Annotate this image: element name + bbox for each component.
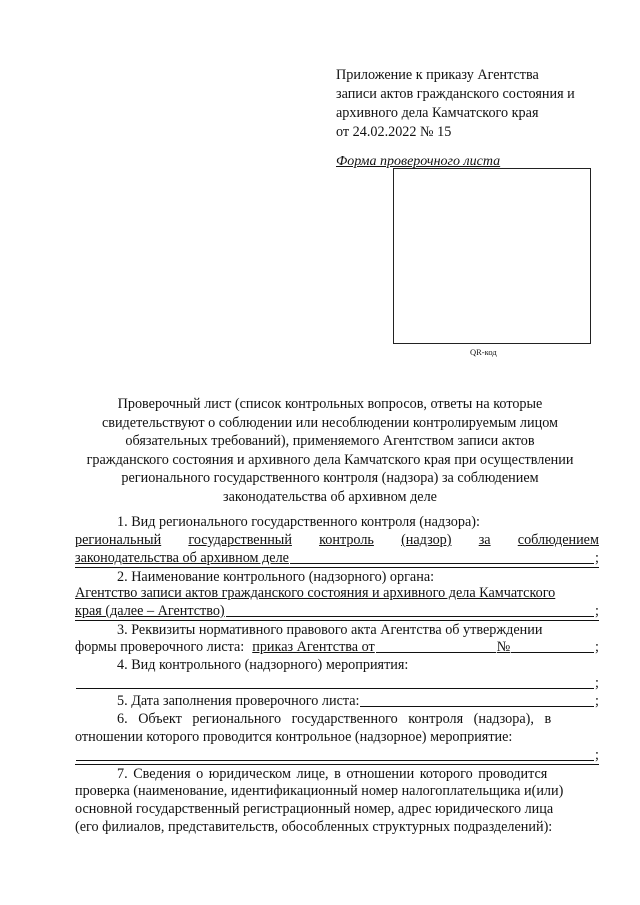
item3-number-sign: №	[496, 639, 511, 655]
item1-word: государственный	[188, 532, 292, 548]
item-end-mark: ;	[595, 693, 599, 709]
item3-value-line	[75, 638, 599, 657]
fill-line	[290, 551, 594, 564]
form-title-text: Форма проверочного листа	[336, 154, 501, 169]
item1-value-line2	[75, 549, 599, 568]
document-title-line: законодательства об архивном деле	[223, 488, 437, 505]
item1-label: 1. Вид регионального государственного контроля (надзора):	[117, 514, 480, 530]
qr-code-label: QR-код	[470, 347, 497, 357]
document-title-line: гражданского состояния и архивного дела Камчатского края при осуществлении	[86, 451, 574, 468]
fill-line	[226, 604, 594, 617]
item1-word: за	[478, 532, 491, 548]
item6-label-text: 6. Объект регионального государственного контроля (надзора), в	[117, 711, 552, 727]
item2-value-line1: Агентство записи актов гражданского состояния и архивного дела Камчатского	[75, 585, 556, 601]
appendix-header-line: Приложение к приказу Агентства	[336, 67, 539, 83]
item7-label-line4: (его филиалов, представительств, обособленных структурных подразделений):	[75, 819, 553, 835]
item5-label: 5. Дата заполнения проверочного листа:	[117, 693, 360, 709]
item2-value-line2	[75, 602, 599, 621]
document-title-line: обязательных требований), применяемого Агентством записи актов	[125, 433, 535, 449]
appendix-header	[336, 66, 575, 142]
item1-word: (надзор)	[401, 532, 452, 548]
item5-line	[75, 692, 599, 711]
appendix-header-line: архивного дела Камчатского края	[336, 105, 539, 121]
item7-label-line2: проверка (наименование, идентификационный номер налогоплательщика и(или)	[75, 783, 564, 799]
item1-word: соблюдением	[517, 532, 599, 548]
item2-value-text: края (далее – Агентство)	[75, 603, 225, 619]
fill-line	[360, 694, 594, 707]
appendix-header-line: от 24.02.2022 № 15	[336, 124, 452, 140]
item4-label: 4. Вид контрольного (надзорного) мероприятия:	[117, 657, 409, 673]
item7-label-line3: основной государственный регистрационный номер, адрес юридического лица	[75, 801, 554, 817]
item6-label-line2: отношении которого проводится контрольное (надзорное) мероприятие:	[75, 729, 513, 745]
item1-value-line	[75, 531, 599, 550]
fill-line	[76, 676, 594, 689]
item1-word: контроль	[319, 532, 374, 548]
item1-value-text: законодательства об архивном деле	[75, 550, 289, 566]
document-title-line: Проверочный лист (список контрольных вопросов, ответы на которые	[117, 396, 543, 412]
item3-prefix: формы проверочного листа:	[75, 639, 245, 655]
item7-label-text: 7. Сведения о юридическом лице, в отношении которого проводится	[117, 766, 548, 782]
fill-line	[511, 640, 594, 653]
item4-value-line	[75, 674, 599, 693]
appendix-header-line: записи актов гражданского состояния и	[336, 86, 575, 102]
item-end-mark: ;	[595, 603, 599, 619]
item1-word: региональный	[75, 532, 162, 548]
qr-code-box	[393, 168, 591, 344]
document-title	[60, 395, 600, 506]
item2-label: 2. Наименование контрольного (надзорного) органа:	[75, 567, 599, 586]
item-end-mark: ;	[595, 639, 599, 655]
item6-value-line	[75, 746, 599, 765]
item3-order: приказ Агентства от	[252, 639, 375, 655]
item7-label-line1	[75, 764, 599, 783]
document-title-line: свидетельствуют о соблюдении или несоблюдении контролируемым лицом	[101, 414, 559, 431]
fill-line	[76, 748, 594, 761]
item3-label: 3. Реквизиты нормативного правового акта Агентства об утверждении	[75, 620, 599, 639]
item-end-mark: ;	[595, 675, 599, 691]
document-title-line: регионального государственного контроля (надзора) за соблюдением	[121, 470, 539, 486]
item-end-mark: ;	[595, 747, 599, 763]
item6-label-line1	[75, 710, 599, 729]
item-end-mark: ;	[595, 550, 599, 566]
fill-line	[376, 640, 496, 653]
